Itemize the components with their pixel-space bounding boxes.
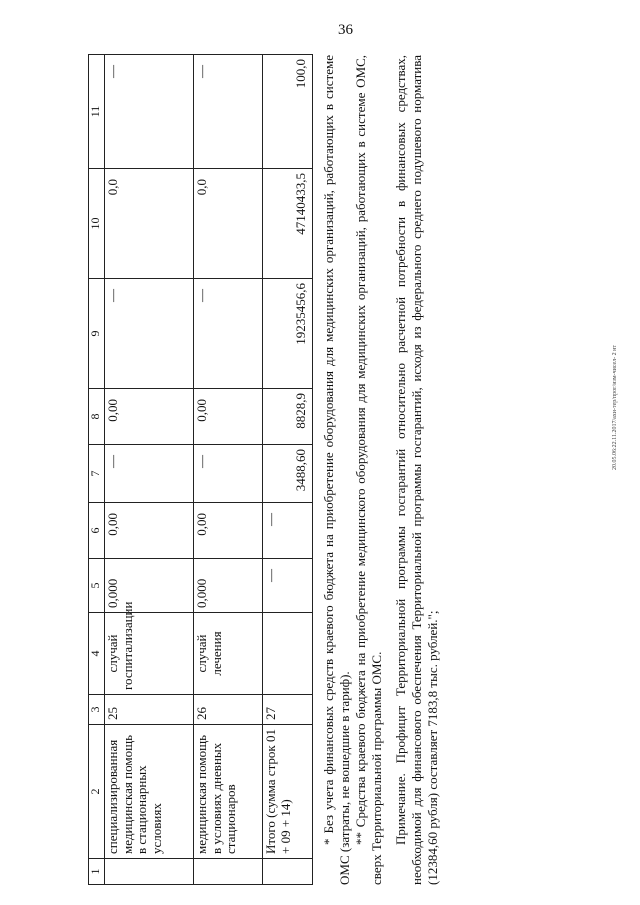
table-cell: — [105,55,194,169]
column-header: 1 [89,859,105,885]
column-header: 7 [89,445,105,503]
table-cell [105,859,194,885]
table-cell: 0,00 [105,503,194,559]
document-stamp-text: 20.05.06:22.11.2017/ахи-тер/прог/изм-чисел- 2 нт [612,344,618,470]
page-number: 36 [338,22,353,38]
footnote-2: ** Средства краевого бюджета на приобретение медицинского оборудования для медицинских организаций, работающих в системе ОМС, сверх Территориальной программы ОМС. [353,55,384,885]
table-cell: 0,0 [194,169,263,279]
table-cell: 0,00 [194,389,263,445]
column-header: 2 [89,725,105,859]
table-cell: 0,000 [194,559,263,613]
row-label: Итого (сумма строк 01 + 09 + 14) [263,725,313,859]
column-header: 4 [89,613,105,695]
table-cell: 19235456,6 [263,279,313,389]
table-header-row [89,55,105,885]
table-row [194,55,263,885]
table-row-total [263,55,313,885]
column-header: 9 [89,279,105,389]
note-surplus: Примечание. Профицит Территориальной программы госгарантий относительно расчетной потребности в финансовых средствах, необходимой для финансового обеспечения Территориальной программы госгарантий, исходя из федерального среднего подушевого норматива (12384,60 рубля) составляет 7183,8 тыс. рублей."; [393,55,440,885]
row-number: 25 [105,695,194,725]
table-cell: 0,00 [194,503,263,559]
table-cell: 0,00 [105,389,194,445]
row-label: специализированная медицинская помощь в стационарных условиях [105,725,194,859]
table-cell: 47140433,5 [263,169,313,279]
table-cell: — [194,279,263,389]
table-cell: — [105,445,194,503]
column-header: 8 [89,389,105,445]
table-cell: 0,000 [105,559,194,613]
table-cell [263,859,313,885]
column-header: 5 [89,559,105,613]
unit-cell: случай госпитализации [105,613,194,695]
footnotes [321,55,441,885]
table-cell: 0,0 [105,169,194,279]
rotated-content [88,55,438,885]
footnote-1: * Без учета финансовых средств краевого бюджета на приобретение оборудования для медицинских организаций, работающих в системе ОМС (затраты, не вошедшие в тариф). [321,55,352,885]
table-cell: — [263,503,313,559]
unit-cell: случай лечения [194,613,263,695]
column-header: 3 [89,695,105,725]
norms-table [88,54,313,885]
table-cell: 8828,9 [263,389,313,445]
unit-cell [263,613,313,695]
table-cell: — [194,55,263,169]
row-number: 27 [263,695,313,725]
column-header: 6 [89,503,105,559]
table-cell: — [194,445,263,503]
table-cell: — [105,279,194,389]
table-row [105,55,194,885]
row-number: 26 [194,695,263,725]
table-cell: 100,0 [263,55,313,169]
column-header: 11 [89,55,105,169]
table-cell: 3488,60 [263,445,313,503]
table-cell: — [263,559,313,613]
table-cell [194,859,263,885]
row-label: медицинская помощь в условиях дневных стационаров [194,725,263,859]
column-header: 10 [89,169,105,279]
